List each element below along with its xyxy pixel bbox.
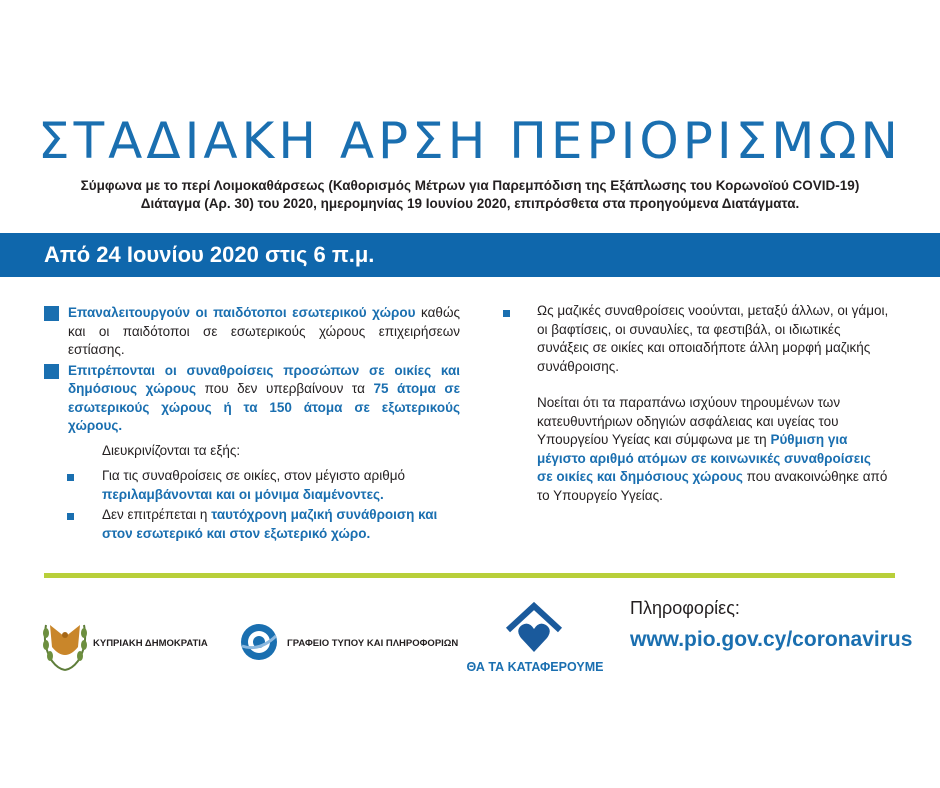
square-bullet-icon	[44, 364, 59, 379]
small-square-bullet-icon	[67, 474, 74, 481]
info-label: Πληροφορίες:	[630, 598, 740, 618]
subitem-simultaneous-text: Δεν επιτρέπεται η	[102, 507, 212, 522]
item-gatherings-mid: που δεν υπερβαίνουν τα	[196, 381, 374, 396]
subtitle	[0, 177, 940, 213]
square-bullet-icon	[44, 306, 59, 321]
subitem-residents-text: Για τις συναθροίσεις σε οικίες, στον μέγιστο αριθμό	[102, 468, 405, 483]
page-title: ΣΤΑΔΙΑΚΗ ΑΡΣΗ ΠΕΡΙΟΡΙΣΜΩΝ	[38, 112, 902, 170]
cyprus-republic-label: ΚΥΠΡΙΑΚΗ ΔΗΜΟΚΡΑΤΙΑ	[93, 638, 208, 649]
item-playgrounds-bold: Επαναλειτουργούν οι παιδότοποι εσωτερικού χώρου	[68, 305, 416, 320]
clarification-heading: Διευκρινίζονται τα εξής:	[102, 442, 241, 458]
subtitle-line-1: Σύμφωνα με το περί Λοιμοκαθάρσεως (Καθορισμός Μέτρων για Παρεμπόδιση της Εξάπλωσης του Κορωνοϊού COVID-19)	[80, 178, 860, 193]
guidelines-end: που ανακοινώθηκε από το Υπουργείο Υγείας.	[537, 469, 888, 503]
date-text: Από 24 Ιουνίου 2020 στις 6 π.μ.	[44, 242, 375, 267]
subitem-residents	[44, 467, 460, 504]
cyprus-emblem-icon	[38, 617, 92, 673]
item-playgrounds	[44, 304, 460, 360]
info-url-link[interactable]: www.pio.gov.cy/coronavirus	[630, 628, 913, 651]
item-gatherings	[44, 362, 460, 436]
guidelines-paragraph	[537, 394, 890, 505]
small-square-bullet-icon	[503, 310, 510, 317]
subitem-residents-bold: περιλαμβάνονται και οι μόνιμα διαμένοντες.	[102, 486, 384, 502]
mass-gatherings-definition	[500, 302, 890, 505]
left-column	[44, 304, 460, 543]
pio-label: ΓΡΑΦΕΙΟ ΤΥΠΟΥ ΚΑΙ ΠΛΗΡΟΦΟΡΙΩΝ	[287, 638, 459, 649]
item-gatherings-bold: Επιτρέπονται οι συναθροίσεις προσώπων σε οικίες και δημόσιους χώρους	[68, 362, 460, 396]
subtitle-line-2: Διάταγμα (Αρ. 30) του 2020, ημερομηνίας 19 Ιουνίου 2020, επιπρόσθετα στα προηγούμενα Διατάγματα.	[140, 196, 800, 211]
campaign-slogan: ΘΑ ΤΑ ΚΑΤΑΦΕΡΟΥΜΕ	[466, 660, 604, 674]
subitem-simultaneous-bold: ταυτόχρονη μαζική συνάθροιση και στον εσωτερικό και στον εξωτερικό χώρο.	[102, 507, 438, 541]
divider-line	[44, 573, 895, 578]
house-heart-icon	[502, 600, 566, 656]
date-band	[0, 233, 940, 277]
item-playgrounds-rest: καθώς και οι παιδότοποι σε εσωτερικούς χώρους επιχειρήσεων εστίασης.	[68, 305, 460, 357]
small-square-bullet-icon	[67, 513, 74, 520]
pio-logo-icon	[238, 622, 280, 662]
definition-text: Ως μαζικές συναθροίσεις νοούνται, μεταξύ άλλων, οι γάμοι, οι βαφτίσεις, οι συναυλίες, τα φεστιβάλ, οι ιδιωτικές συνάξεις σε οικίες και οποιαδήποτε άλλη μορφή μαζικής συνάθροισης.	[537, 303, 889, 374]
item-gatherings-limits: 75 άτομα σε εσωτερικούς χώρους ή τα 150 άτομα σε εξωτερικούς χώρους.	[68, 381, 461, 433]
right-column	[500, 302, 890, 505]
subitem-simultaneous	[44, 506, 460, 543]
guidelines-link-text: Ρύθμιση για μέγιστο αριθμό ατόμων σε κοινωνικές συναθροίσεις σε οικίες και δημόσιους χώρους	[537, 432, 871, 484]
guidelines-text: Νοείται ότι τα παραπάνω ισχύουν τηρουμένων των κατευθυντήριων οδηγιών ασφάλειας και υγείας του Υπουργείου Υγείας και σύμφωνα με τη	[537, 395, 841, 447]
